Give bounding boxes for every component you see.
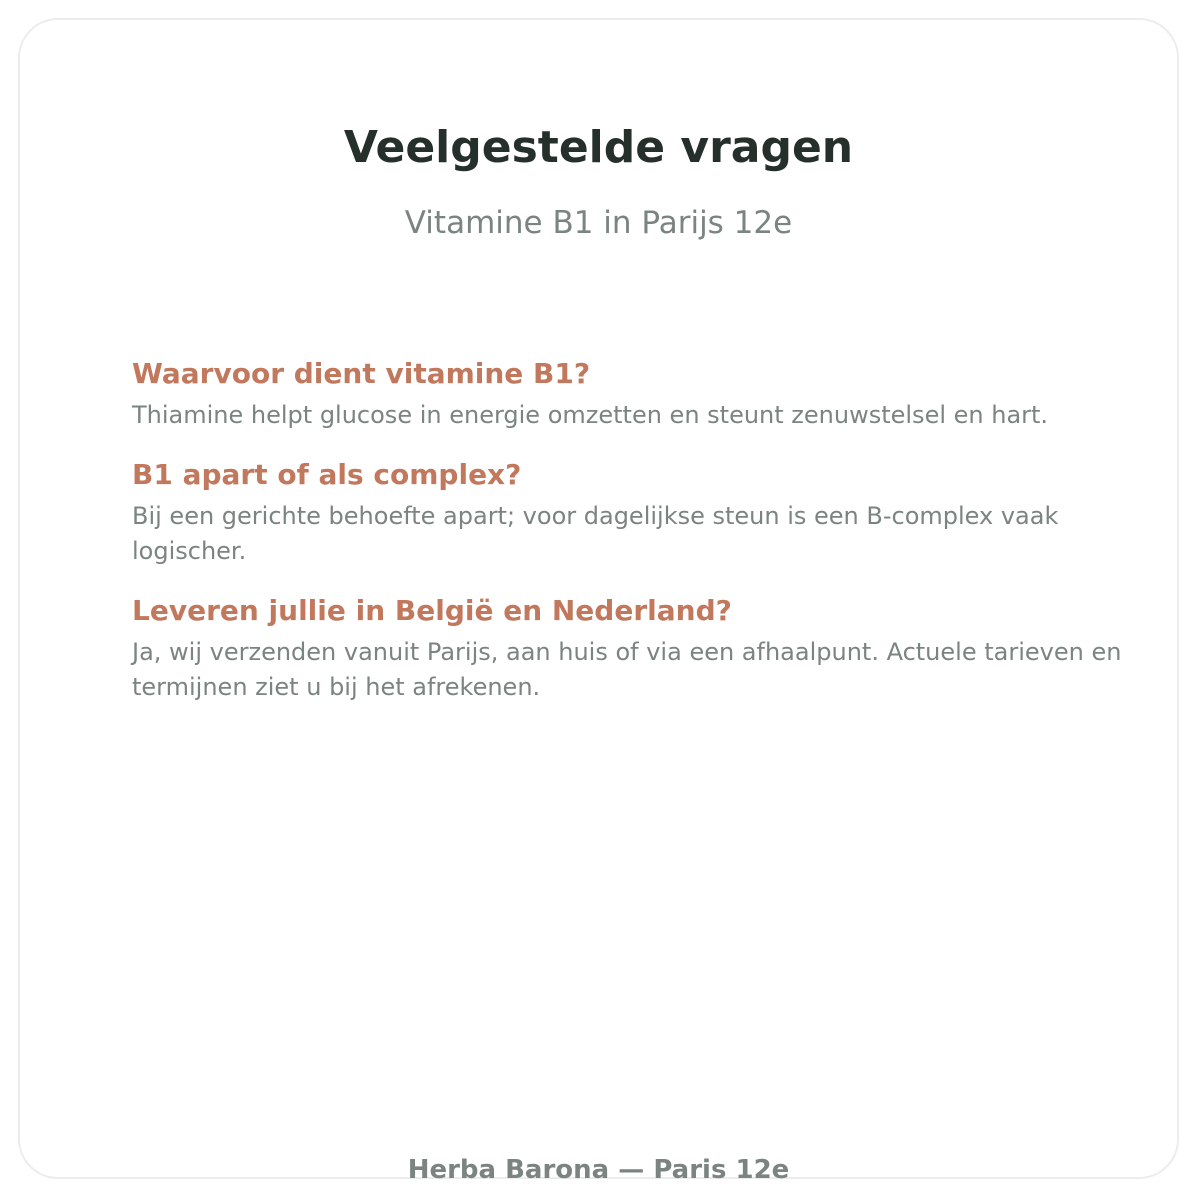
faq-item: [132, 356, 1122, 433]
faq-question: Waarvoor dient vitamine B1?: [132, 357, 591, 390]
faq-question: B1 apart of als complex?: [132, 458, 522, 491]
faq-answer: Bij een gerichte behoefte apart; voor dagelijkse steun is een B-complex vaak logischer.: [132, 502, 1059, 565]
faq-question: Leveren jullie in België en Nederland?: [132, 594, 732, 627]
faq-item: [132, 457, 1122, 569]
faq-answer: Ja, wij verzenden vanuit Parijs, aan huis of via een afhaalpunt. Actuele tarieven en termijnen ziet u bij het afrekenen.: [132, 638, 1122, 701]
page-title: Veelgestelde vragen: [343, 122, 854, 173]
faq-answer: Thiamine helpt glucose in energie omzetten en steunt zenuwstelsel en hart.: [132, 401, 1049, 429]
faq-list: [132, 356, 1122, 729]
footer-brand: Herba Barona — Paris 12e: [407, 1155, 790, 1185]
faq-item: [132, 593, 1122, 705]
page-subtitle: Vitamine B1 in Parijs 12e: [404, 205, 793, 241]
faq-card: [18, 18, 1179, 1185]
